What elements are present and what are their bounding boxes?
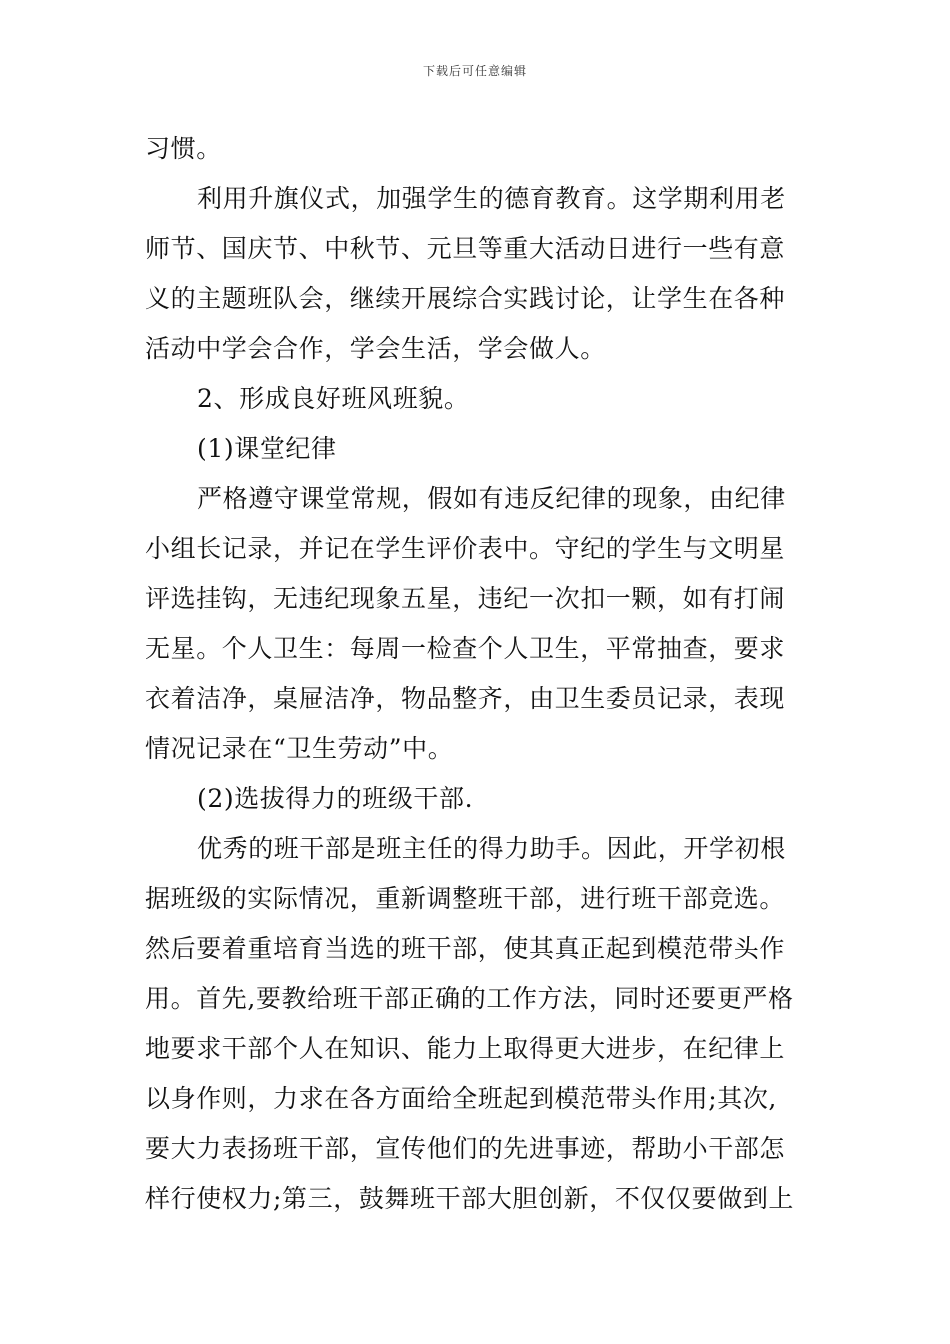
text-line: 利用升旗仪式，加强学生的德育教育。这学期利用老 <box>197 184 786 213</box>
document-body <box>145 124 810 1224</box>
text-line: (2)选拔得力的班级干部. <box>197 784 474 813</box>
text-line: 衣着洁净，桌屉洁净，物品整齐，由卫生委员记录，表现 <box>145 684 786 713</box>
text-line: 据班级的实际情况，重新调整班干部，进行班干部竞选。 <box>145 884 786 913</box>
text-line: 师节、国庆节、中秋节、元旦等重大活动日进行一些有意 <box>145 234 786 263</box>
page-header-note: 下载后可任意编辑 <box>422 64 527 78</box>
text-line: 要大力表扬班干部，宣传他们的先进事迹，帮助小干部怎 <box>145 1134 786 1163</box>
text-line: 地要求干部个人在知识、能力上取得更大进步，在纪律上 <box>145 1034 786 1063</box>
text-line: 优秀的班干部是班主任的得力助手。因此，开学初根 <box>197 834 786 863</box>
text-line: 义的主题班队会，继续开展综合实践讨论，让学生在各种 <box>145 284 786 313</box>
text-line: 以身作则，力求在各方面给全班起到模范带头作用;其次, <box>145 1084 777 1113</box>
text-line: 严格遵守课堂常规，假如有违反纪律的现象，由纪律 <box>197 484 786 513</box>
text-line: 无星。个人卫生：每周一检查个人卫生，平常抽查，要求 <box>145 634 786 663</box>
text-line: 评选挂钩，无违纪现象五星，违纪一次扣一颗，如有打闹 <box>145 584 786 613</box>
text-line: 小组长记录，并记在学生评价表中。守纪的学生与文明星 <box>145 534 786 563</box>
text-line: 活动中学会合作，学会生活，学会做人。 <box>145 334 606 363</box>
text-line: 然后要着重培育当选的班干部，使其真正起到模范带头作 <box>145 934 786 963</box>
text-line: 样行使权力;第三，鼓舞班干部大胆创新，不仅仅要做到上 <box>145 1184 795 1213</box>
text-line: 2、形成良好班风班貌。 <box>197 384 470 413</box>
text-line: 用。首先,要教给班干部正确的工作方法，同时还要更严格 <box>145 984 794 1013</box>
text-line: 情况记录在“卫生劳动”中。 <box>145 734 454 763</box>
text-line: 习惯。 <box>145 134 222 163</box>
text-line: (1)课堂纪律 <box>197 434 337 463</box>
